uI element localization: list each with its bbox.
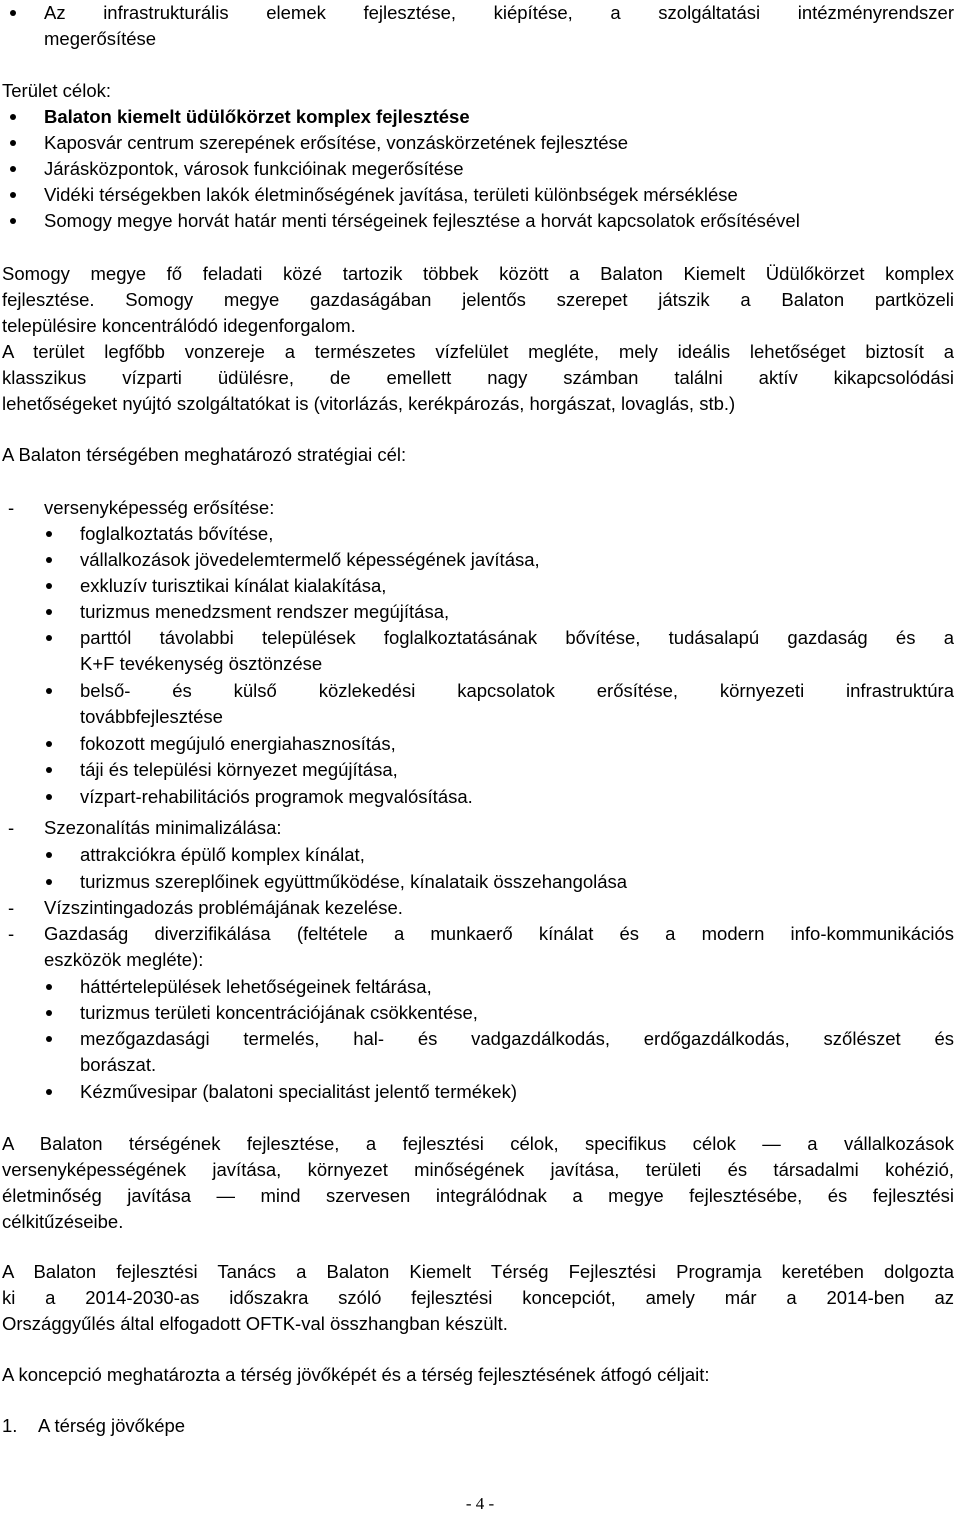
dash-item-label: versenyképesség erősítése:: [44, 497, 275, 518]
paragraph-line: A Balaton térségének fejlesztése, a fejlesztési célok, specifikus célok — a vállalkozások: [2, 1133, 954, 1154]
goal-item: Járásközpontok, városok funkcióinak megerősítése: [44, 158, 464, 179]
strategy-heading: A Balaton térségében meghatározó stratégiai cél:: [2, 444, 407, 465]
dash-marker: -: [8, 897, 15, 918]
sub-bullet-item: turizmus szereplőinek együttműködése, kínalataik összehangolása: [80, 871, 628, 892]
sub-bullet-item: foglalkoztatás bővítése,: [80, 523, 274, 544]
sub-bullet-item: vízpart-rehabilitációs programok megvalósítása.: [80, 786, 473, 807]
paragraph-line: ki a 2014-2030-as időszakra szóló fejlesztési koncepciót, amely már a 2014-ben az: [2, 1287, 954, 1308]
bullet-icon: [46, 852, 52, 858]
sub-bullet-item: exkluzív turisztikai kínálat kialakítása,: [80, 575, 387, 596]
sub-bullet-item: mezőgazdasági termelés, hal- és vadgazdálkodás, erdőgazdálkodás, szőlészet és: [80, 1028, 954, 1049]
sub-bullet-item: fokozott megújuló energiahasznosítás,: [80, 733, 396, 754]
sub-bullet-item: táji és települési környezet megújítása,: [80, 759, 398, 780]
bullet-icon: [10, 10, 16, 16]
bullet-icon: [46, 583, 52, 589]
bullet-icon: [46, 531, 52, 537]
sub-bullet-item: turizmus menedzsment rendszer megújítása,: [80, 601, 450, 622]
bullet-icon: [10, 114, 16, 120]
top-item-line2: megerősítése: [44, 28, 157, 49]
bullet-icon: [46, 984, 52, 990]
bullet-icon: [10, 218, 16, 224]
dash-marker: -: [8, 497, 15, 518]
dash-marker: -: [8, 923, 15, 944]
paragraph-line: életminőség javítása — mind szervesen integrálódnak a megye fejlesztésébe, és fejlesztési: [2, 1185, 954, 1206]
sub-bullet-item: turizmus területi koncentrációjának csökkentése,: [80, 1002, 478, 1023]
dash-item-label-continued: eszközök megléte):: [44, 949, 204, 970]
paragraph-line: klasszikus vízparti üdülésre, de emellett nagy számban találni aktív kikapcsolódási: [2, 367, 954, 388]
bullet-icon: [46, 741, 52, 747]
goal-item: Somogy megye horvát határ menti térségeinek fejlesztése a horvát kapcsolatok erősítésével: [44, 210, 800, 231]
sub-bullet-item-continued: továbbfejlesztése: [80, 706, 223, 727]
dash-marker: -: [8, 817, 15, 838]
sub-bullet-item: háttértelepülések lehetőségeinek feltárása,: [80, 976, 432, 997]
bullet-icon: [10, 166, 16, 172]
paragraph-line: célkitűzéseibe.: [2, 1211, 124, 1232]
paragraph-line: településire koncentrálódó idegenforgalom.: [2, 315, 356, 336]
paragraph-line: versenyképességének javítása, környezet minőségének javítása, területi és társadalmi kohézió,: [2, 1159, 954, 1180]
goal-item: Kaposvár centrum szerepének erősítése, vonzáskörzetének fejlesztése: [44, 132, 629, 153]
paragraph-line: Somogy megye fő feladati közé tartozik többek között a Balaton Kiemelt Üdülőkörzet komplex: [2, 263, 954, 284]
bullet-icon: [46, 635, 52, 641]
bullet-icon: [46, 879, 52, 885]
bullet-icon: [10, 192, 16, 198]
top-item-line1: Az infrastrukturális elemek fejlesztése, kiépítése, a szolgáltatási intézményrendszer: [44, 2, 954, 23]
bullet-icon: [46, 557, 52, 563]
dash-item-label: Vízszintingadozás problémájának kezelése.: [44, 897, 403, 918]
numbered-heading: [2, 1413, 960, 1439]
bullet-icon: [46, 1010, 52, 1016]
numbered-heading-number: 1.: [2, 1415, 18, 1436]
bullet-icon: [46, 794, 52, 800]
sub-bullet-item: Kézművesipar (balatoni specialitást jelentő termékek): [80, 1081, 518, 1102]
bullet-icon: [10, 140, 16, 146]
bullet-icon: [46, 1036, 52, 1042]
bullet-icon: [46, 1089, 52, 1095]
dash-item-label: Gazdaság diverzifikálása (feltétele a munkaerő kínálat és a modern info-kommunikációs: [44, 923, 954, 944]
page-number: - 4 -: [465, 1494, 495, 1513]
paragraph-line: A koncepció meghatározta a térség jövőképét és a térség fejlesztésének átfogó céljait:: [2, 1364, 710, 1385]
numbered-heading-text: A térség jövőképe: [38, 1415, 186, 1436]
bullet-icon: [46, 767, 52, 773]
paragraph-line: A Balaton fejlesztési Tanács a Balaton Kiemelt Térség Fejlesztési Programja keretében dolgozta: [2, 1261, 954, 1282]
sub-bullet-item: belső- és külső közlekedési kapcsolatok erősítése, környezeti infrastruktúra: [80, 680, 954, 701]
dash-item-label: Szezonalítás minimalizálása:: [44, 817, 282, 838]
goals-heading: Terület célok:: [2, 80, 111, 101]
paragraph-line: Országgyűlés által elfogadott OFTK-val összhangban készült.: [2, 1313, 508, 1334]
sub-bullet-item-continued: borászat.: [80, 1054, 157, 1075]
bullet-icon: [46, 688, 52, 694]
paragraph-line: lehetőségeket nyújtó szolgáltatókat is (vitorlázás, kerékpározás, horgászat, lovaglás, stb.): [2, 393, 736, 414]
paragraph-line: fejlesztése. Somogy megye gazdaságában jelentős szerepet játszik a Balaton partközeli: [2, 289, 954, 310]
sub-bullet-item: parttól távolabbi települések foglalkoztatásának bővítése, tudásalapú gazdaság és a: [80, 627, 954, 648]
paragraph-line: A terület legfőbb vonzereje a természetes vízfelület megléte, mely ideális lehetőséget biztosít a: [2, 341, 954, 362]
goal-item: Balaton kiemelt üdülőkörzet komplex fejlesztése: [44, 106, 470, 127]
sub-bullet-item: vállalkozások jövedelemtermelő képességének javítása,: [80, 549, 540, 570]
sub-bullet-item-continued: K+F tevékenység ösztönzése: [80, 653, 323, 674]
bullet-icon: [46, 609, 52, 615]
sub-bullet-item: attrakciókra épülő komplex kínálat,: [80, 844, 365, 865]
goal-item: Vidéki térségekben lakók életminőségének javítása, területi különbségek mérséklése: [44, 184, 738, 205]
